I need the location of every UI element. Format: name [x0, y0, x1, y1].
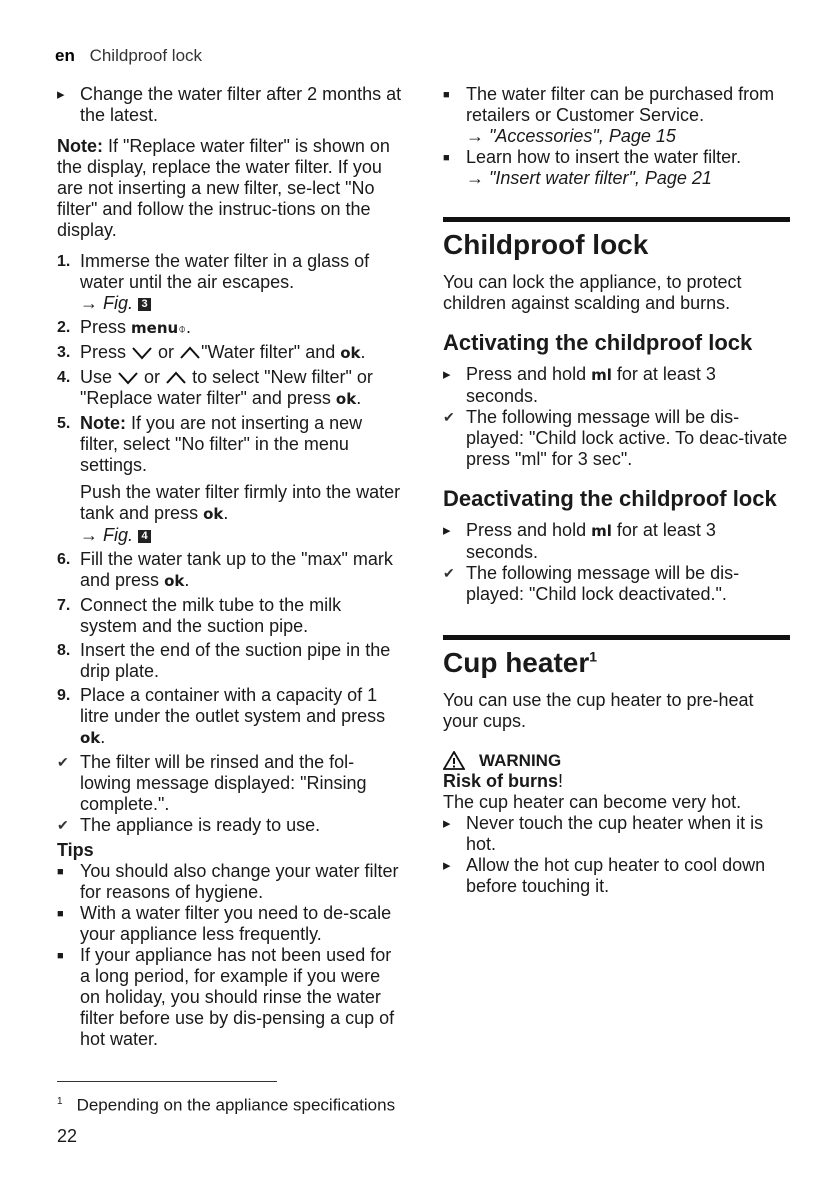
ml-key-label: ml: [591, 366, 612, 384]
instruction-step: ▸ Change the water filter after 2 months at the latest.: [57, 84, 402, 126]
ok-key-label: ok: [164, 572, 185, 590]
subheading-activate: Activating the childproof lock: [443, 330, 753, 355]
step-3: 3. Press or "Water filter" and ok.: [57, 342, 366, 362]
tips-heading: Tips: [57, 840, 94, 860]
safety-step: ▸ Never touch the cup heater when it is hot.: [443, 813, 790, 855]
section-heading-childproof: Childproof lock: [443, 217, 790, 262]
childproof-intro: You can lock the appliance, to protect children against scalding and burns.: [443, 272, 742, 313]
subheading-deactivate: Deactivating the childproof lock: [443, 486, 777, 511]
menu-key-label: menu: [131, 319, 179, 337]
result-item: ✔ The appliance is ready to use.: [57, 815, 321, 835]
chevron-up-icon: [179, 346, 201, 360]
step-9: 9. Place a container with a capacity of 1 litre under the outlet system and press ok.: [57, 685, 386, 747]
section-title: Childproof lock: [89, 46, 203, 65]
warning-heading: WARNING: [443, 750, 790, 771]
step-4: 4. Use or to select "New filter" or "Replace water filter" and press ok.: [57, 367, 373, 408]
page-header: [55, 45, 202, 66]
result-item: ✔ The filter will be rinsed and the fol-lowing message displayed: "Rinsing complete.".: [57, 752, 367, 814]
figure-reference: → Fig. 4: [80, 525, 151, 545]
section-heading-cup-heater: Cup heater$^1$: [443, 635, 790, 680]
footnote-divider: [57, 1081, 277, 1082]
ml-key-label: ml: [591, 522, 612, 540]
ok-key-label: ok: [80, 729, 101, 747]
warning-triangle-icon: [443, 751, 465, 770]
footnote: $^1$ Depending on the appliance specifications: [57, 1095, 396, 1115]
figure-reference: → Fig. 3: [80, 293, 151, 313]
chevron-up-icon: [165, 371, 187, 385]
cup-heater-intro: You can use the cup heater to pre-heat your cups.: [443, 690, 754, 731]
tip-item: ■ If your appliance has not been used for a long period, for example if you were on holiday, you should rinse the water filter before use by dis-pensing a cup of hot water.: [57, 945, 395, 1049]
page-reference: → "Accessories", Page 15: [466, 126, 676, 146]
square-bullet-icon: ■: [57, 866, 64, 878]
right-column: [443, 84, 790, 897]
activate-step: ▸ Press and hold ml for at least 3 seconds.: [443, 364, 790, 407]
ok-key-label: ok: [335, 390, 357, 408]
step-5: 5. Note: If you are not inserting a new filter, select "No filter" in the menu settings. Push the water filter firmly into the water tank and press ok. → Fig. 4: [57, 413, 401, 545]
footnote-marker: 1: [589, 648, 598, 665]
note-paragraph: Note: If "Replace water filter" is shown on the display, replace the water filter. If you are not inserting a new filter, se-lect "No filter" and follow the instruc-tions on the display.: [57, 136, 390, 240]
info-bullet: ■ Learn how to insert the water filter. → "Insert water filter", Page 21: [443, 147, 742, 188]
chevron-down-icon: [131, 346, 153, 360]
page-number: 22: [57, 1126, 78, 1146]
numbered-steps: [57, 251, 402, 749]
activate-result: ✔ The following message will be dis-played: "Child lock active. To deac-tivate press "ml" for 3 sec".: [443, 407, 788, 469]
checkmark-icon: ✔: [57, 754, 69, 770]
language-code: en: [55, 46, 75, 65]
square-bullet-icon: ■: [57, 908, 64, 920]
deactivate-result: ✔ The following message will be dis-played: "Child lock deactivated.".: [443, 563, 740, 604]
step-5-continuation: Push the water filter firmly into the water tank and press ok. → Fig. 4: [80, 482, 401, 545]
checkmark-icon: ✔: [443, 565, 455, 581]
step-8: 8. Insert the end of the suction pipe in the drip plate.: [57, 640, 391, 681]
left-column: [57, 84, 402, 1050]
tip-item: ■ With a water filter you need to de-scale your appliance less frequently.: [57, 903, 392, 944]
ok-key-label: ok: [203, 505, 224, 523]
safety-step: ▸ Allow the hot cup heater to cool down before touching it.: [443, 855, 790, 897]
step-1: 1. Immerse the water filter in a glass of water until the air escapes. → Fig. 3: [57, 251, 370, 313]
step-2: 2. Press menu⌽.: [57, 317, 192, 337]
square-bullet-icon: ■: [57, 950, 64, 962]
figure-number-badge: 4: [138, 530, 151, 543]
menu-key-icon: ⌽: [178, 321, 187, 336]
deactivate-step: ▸ Press and hold ml for at least 3 seconds.: [443, 520, 790, 563]
checkmark-icon: ✔: [57, 817, 69, 833]
checkmark-icon: ✔: [443, 409, 455, 425]
page-reference: → "Insert water filter", Page 21: [466, 168, 712, 188]
info-bullet: ■ The water filter can be purchased from retailers or Customer Service. → "Accessories", Page 15: [443, 84, 775, 146]
risk-description: The cup heater can become very hot.: [443, 792, 742, 812]
step-7: 7. Connect the milk tube to the milk system and the suction pipe.: [57, 595, 342, 636]
tip-item: ■ You should also change your water filter for reasons of hygiene.: [57, 861, 399, 902]
ok-key-label: ok: [340, 344, 361, 362]
chevron-down-icon: [117, 371, 139, 385]
figure-number-badge: 3: [138, 298, 151, 311]
risk-line: Risk of burns!: [443, 771, 564, 791]
square-bullet-icon: ■: [443, 89, 450, 101]
square-bullet-icon: ■: [443, 152, 450, 164]
step-6: 6. Fill the water tank up to the "max" mark and press ok.: [57, 549, 393, 590]
